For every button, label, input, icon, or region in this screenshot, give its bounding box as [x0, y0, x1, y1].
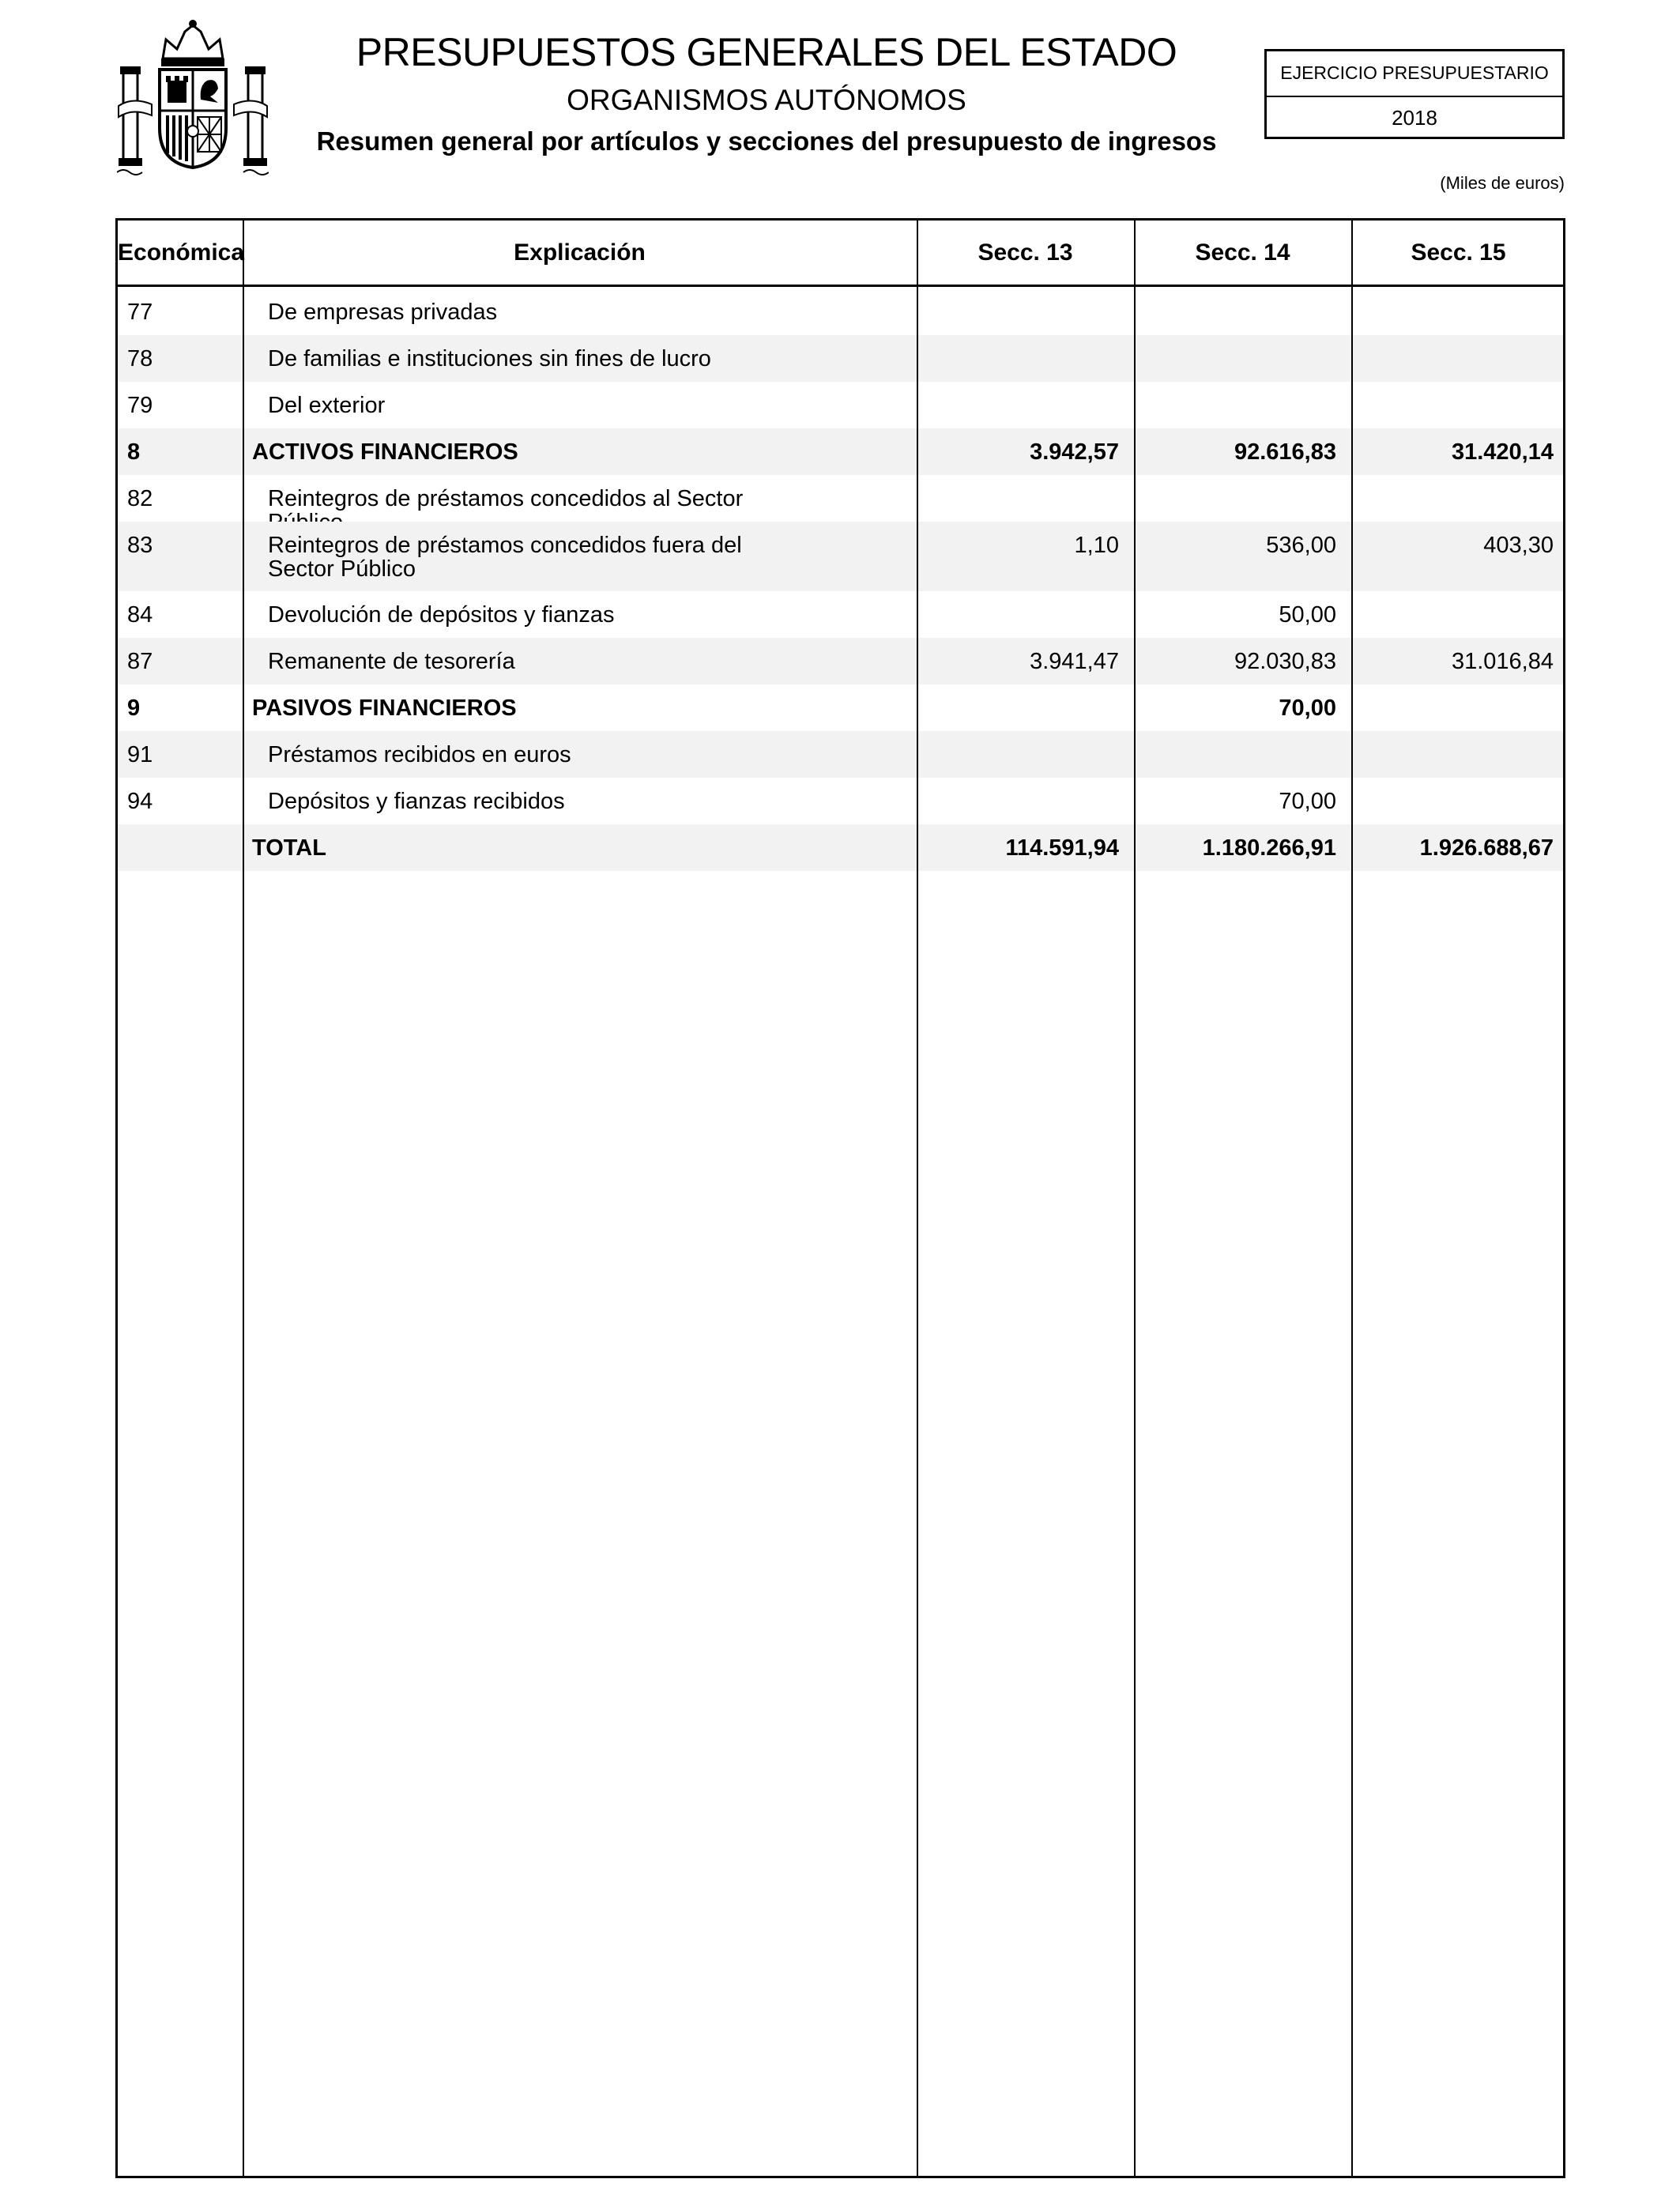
secc-15-cell	[1351, 684, 1554, 696]
table-header	[118, 221, 1563, 287]
secc-14-cell: 70,00	[1279, 696, 1336, 721]
column-divider	[917, 221, 918, 2176]
secc-15-cell	[1351, 335, 1554, 347]
description-cell: Préstamos recibidos en euros	[268, 742, 571, 767]
code-cell	[127, 824, 238, 836]
secc-14-cell: 92.616,83	[1234, 439, 1336, 465]
column-header-secc-13: Secc. 13	[977, 239, 1073, 266]
secc-15-cell: 403,30	[1483, 533, 1554, 558]
column-header-code: Económica	[118, 239, 245, 266]
secc-15-cell	[1351, 731, 1554, 743]
exercise-year: 2018	[1392, 106, 1437, 130]
secc-13-cell	[917, 335, 1119, 347]
total-label: TOTAL	[252, 835, 326, 861]
code-cell: 94	[127, 789, 153, 814]
table-row	[118, 591, 1563, 638]
table-row	[118, 288, 1563, 335]
secc-14-cell: 92.030,83	[1234, 649, 1336, 674]
table-row	[118, 335, 1563, 382]
description-cell: De empresas privadas	[268, 300, 498, 325]
secc-13-cell	[917, 591, 1119, 603]
secc-13-cell	[917, 684, 1119, 696]
secc-15-cell	[1351, 382, 1554, 394]
secc-14-cell	[1134, 335, 1336, 347]
secc-13-cell	[917, 382, 1119, 394]
description-cell: Reintegros de préstamos concedidos fuera del Sector Público	[268, 533, 742, 582]
table-row	[118, 522, 1563, 591]
code-cell: 9	[127, 696, 141, 721]
table-row	[118, 638, 1563, 684]
secc-14-cell: 536,00	[1266, 533, 1336, 558]
secc-13-cell	[917, 475, 1119, 487]
column-header-secc-14: Secc. 14	[1195, 239, 1290, 266]
table-row	[118, 684, 1563, 731]
secc-13-cell: 3.941,47	[1030, 649, 1119, 674]
secc-13-cell	[917, 731, 1119, 743]
column-header-description: Explicación	[514, 239, 646, 266]
column-divider	[243, 221, 244, 2176]
code-cell: 83	[127, 533, 153, 558]
units-label: (Miles de euros)	[1440, 173, 1565, 193]
secc-13-cell: 3.942,57	[1030, 439, 1119, 465]
column-header-secc-15: Secc. 15	[1411, 239, 1506, 266]
code-cell: 87	[127, 649, 153, 674]
secc-15-cell	[1351, 475, 1554, 487]
description-cell: PASIVOS FINANCIEROS	[252, 696, 517, 721]
secc-14-cell	[1134, 382, 1336, 394]
description-cell: Reintegros de préstamos concedidos al Sector	[268, 486, 744, 511]
secc-14-cell	[1134, 731, 1336, 743]
secc-14-cell: 50,00	[1279, 602, 1336, 628]
secc-15-cell	[1351, 778, 1554, 790]
total-row	[118, 824, 1563, 871]
column-divider	[1351, 221, 1353, 2176]
code-cell: 79	[127, 393, 153, 418]
page-title: PRESUPUESTOS GENERALES DEL ESTADO	[356, 30, 1177, 74]
description-cell: De familias e instituciones sin fines de lucro	[268, 346, 711, 371]
description-cell: ACTIVOS FINANCIEROS	[252, 439, 518, 465]
table-row	[118, 731, 1563, 778]
secc-14-cell: 70,00	[1279, 789, 1336, 814]
column-divider	[1134, 221, 1136, 2176]
table-row	[118, 382, 1563, 428]
table-body	[118, 288, 1563, 871]
secc-15-cell	[1351, 288, 1554, 300]
secc-14-cell	[1134, 475, 1336, 487]
table-row	[118, 778, 1563, 824]
page-summary: Resumen general por artículos y secciones del presupuesto de ingresos	[316, 126, 1217, 156]
secc-13-cell	[917, 288, 1119, 300]
code-cell: 78	[127, 346, 153, 371]
secc-14-cell	[1134, 288, 1336, 300]
table-row	[118, 475, 1563, 522]
description-cell: Remanente de tesorería	[268, 649, 515, 674]
table-row	[118, 428, 1563, 475]
secc-13-total: 114.591,94	[1005, 835, 1119, 861]
secc-13-cell	[917, 778, 1119, 790]
page-subtitle: ORGANISMOS AUTÓNOMOS	[567, 84, 966, 116]
secc-15-cell: 31.016,84	[1451, 649, 1554, 674]
secc-13-cell: 1,10	[1074, 533, 1119, 558]
description-cell: Depósitos y fianzas recibidos	[268, 789, 565, 814]
exercise-box	[1264, 49, 1565, 139]
code-cell: 91	[127, 742, 153, 767]
exercise-label: EJERCICIO PRESUPUESTARIO	[1267, 51, 1562, 97]
code-cell: 84	[127, 602, 153, 628]
secc-15-cell: 31.420,14	[1451, 439, 1554, 465]
code-cell: 82	[127, 486, 153, 511]
code-cell: 77	[127, 300, 153, 325]
secc-15-cell	[1351, 591, 1554, 603]
secc-15-total: 1.926.688,67	[1419, 835, 1554, 861]
code-cell: 8	[127, 439, 141, 465]
secc-14-total: 1.180.266,91	[1202, 835, 1336, 861]
description-cell: Del exterior	[268, 393, 386, 418]
description-cell: Devolución de depósitos y fianzas	[268, 602, 615, 628]
budget-table	[115, 218, 1565, 2178]
